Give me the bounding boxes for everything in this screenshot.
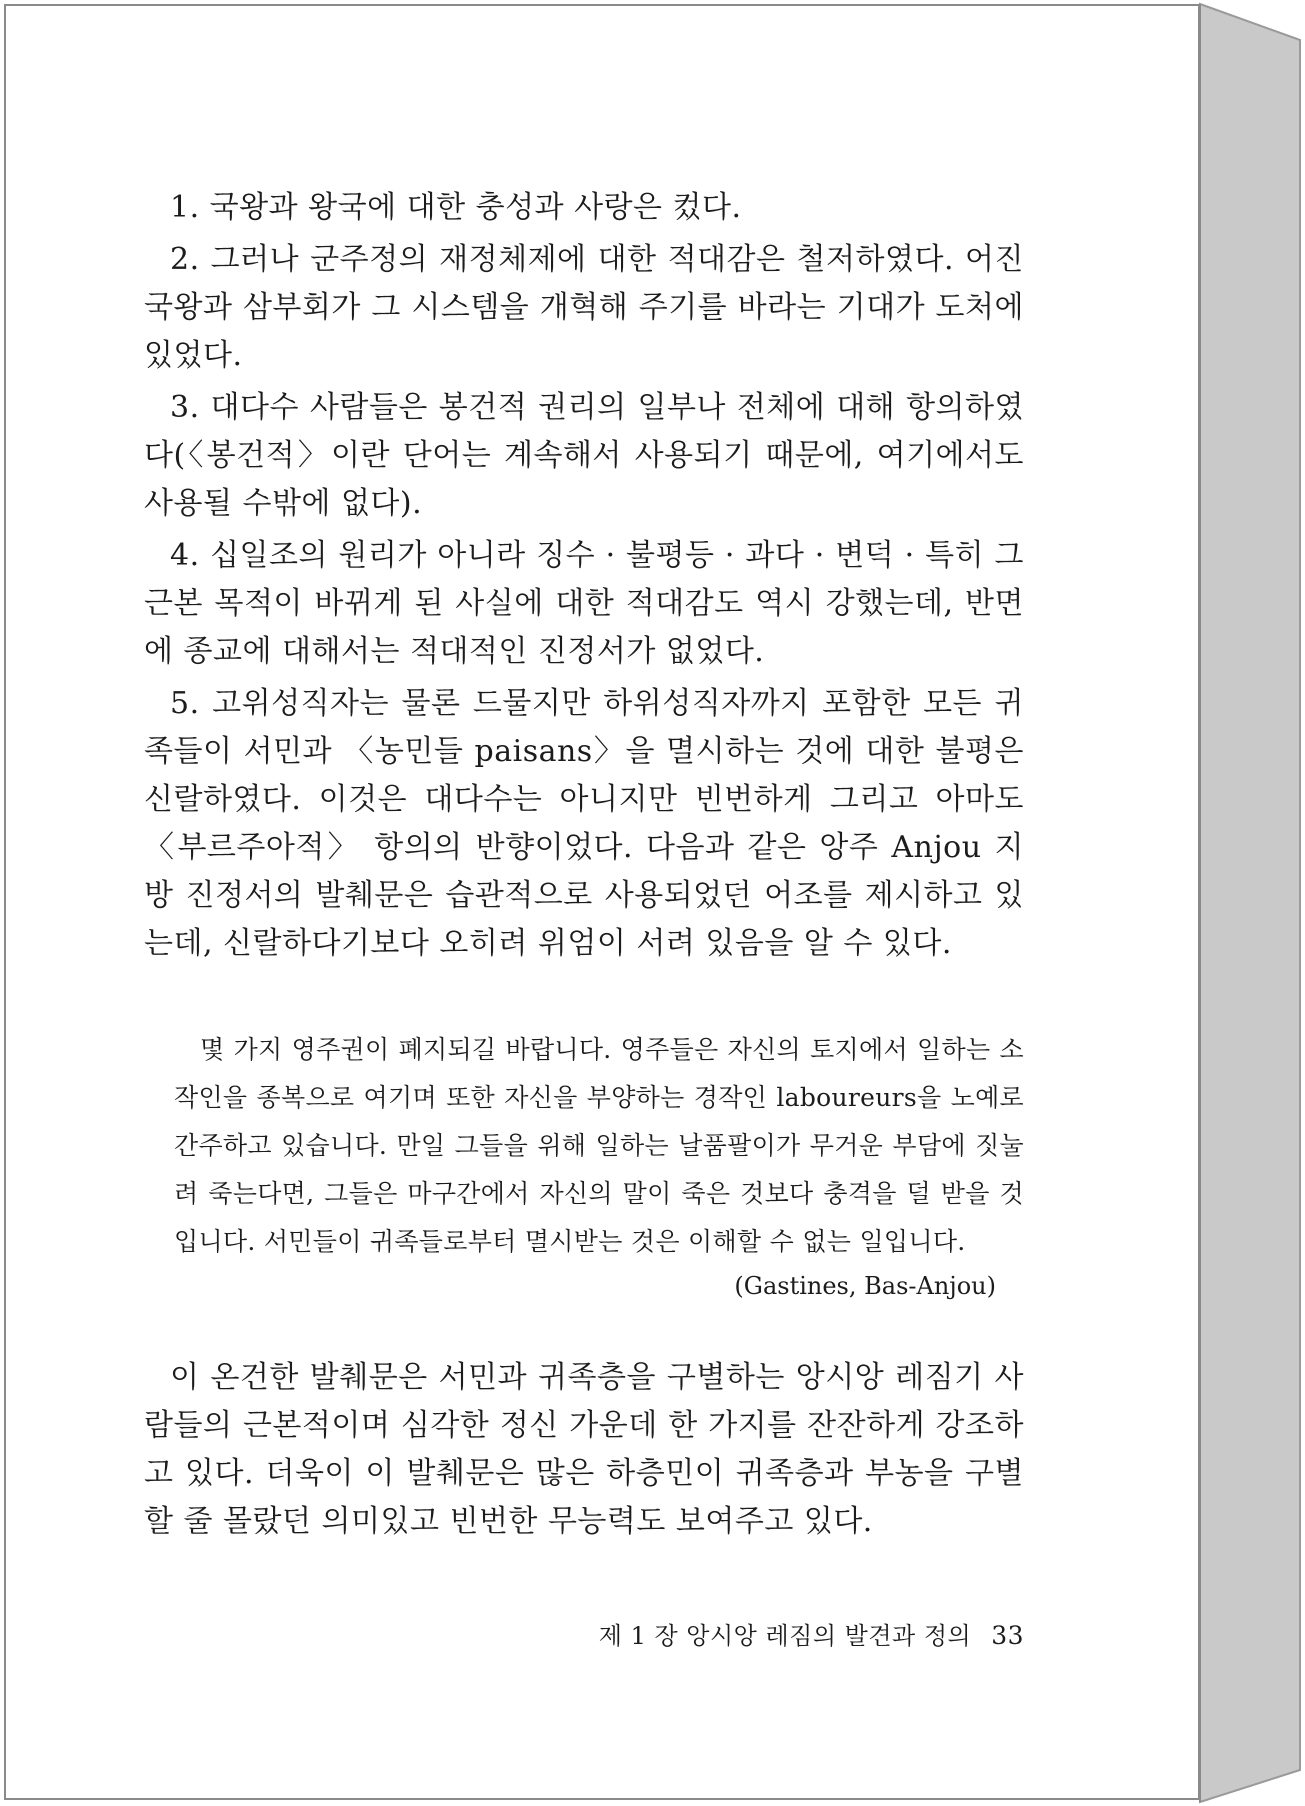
chapter-title: 제 1 장 앙시앙 레짐의 발견과 정의 <box>598 1622 972 1650</box>
page-number: 33 <box>991 1621 1024 1650</box>
closing-paragraph: 이 온건한 발췌문은 서민과 귀족층을 구별하는 앙시앙 레짐기 사람들의 근본적이며 심각한 정신 가운데 한 가지를 잔잔하게 강조하고 있다. 더욱이 이 발췌문은 많은 하층민이 귀족층과 부농을 구별할 줄 몰랐던 의미있고 빈번한 무능력도 보여주고 있다. <box>144 1360 1024 1539</box>
book-page <box>4 4 1200 1800</box>
paragraph-5: 5. 고위성직자는 물론 드물지만 하위성직자까지 포함한 모든 귀족들이 서민과 〈농민들 paisans〉을 멸시하는 것에 대한 불평은 신랄하였다. 이것은 대다수는 아니지만 빈번하게 그리고 아마도 〈부르주아적〉 항의의 반향이었다. 다음과 같은 앙주 Anjou 지방 진정서의 발췌문은 습관적으로 사용되었던 어조를 제시하고 있는데, 신랄하다기보다 오히려 위엄이 서려 있음을 알 수 있다. <box>144 686 1024 961</box>
paragraph-4: 4. 십일조의 원리가 아니라 징수 · 불평등 · 과다 · 변덕 · 특히 그 근본 목적이 바뀌게 된 사실에 대한 적대감도 역시 강했는데, 반면에 종교에 대해서는 적대적인 진정서가 없었다. <box>144 538 1024 669</box>
paragraph-1: 1. 국왕과 왕국에 대한 충성과 사랑은 컸다. <box>170 190 742 225</box>
paragraph-2: 2. 그러나 군주정의 재정체제에 대한 적대감은 철저하였다. 어진 국왕과 삼부회가 그 시스템을 개혁해 주기를 바라는 기대가 도처에 있었다. <box>144 242 1024 373</box>
quote-text: 몇 가지 영주권이 폐지되길 바랍니다. 영주들은 자신의 토지에서 일하는 소작인을 종복으로 여기며 또한 자신을 부양하는 경작인 laboureurs을 노예로 간주하고 있습니다. 만일 그들을 위해 일하는 날품팔이가 무거운 부담에 짓눌려 죽는다면, 그들은 마구간에서 자신의 말이 죽은 것보다 충격을 덜 받을 것입니다. 서민들이 귀족들로부터 멸시받는 것은 이해할 수 없는 일입니다. <box>174 1035 1024 1256</box>
page-footer <box>144 1616 1024 1651</box>
page-body <box>144 184 1024 1550</box>
block-quote <box>174 1026 1024 1306</box>
paragraph-3: 3. 대다수 사람들은 봉건적 권리의 일부나 전체에 대해 항의하였다(〈봉건적〉이란 단어는 계속해서 사용되기 때문에, 여기에서도 사용될 수밖에 없다). <box>144 390 1024 521</box>
quote-source: (Gastines, Bas-Anjou) <box>734 1272 996 1300</box>
